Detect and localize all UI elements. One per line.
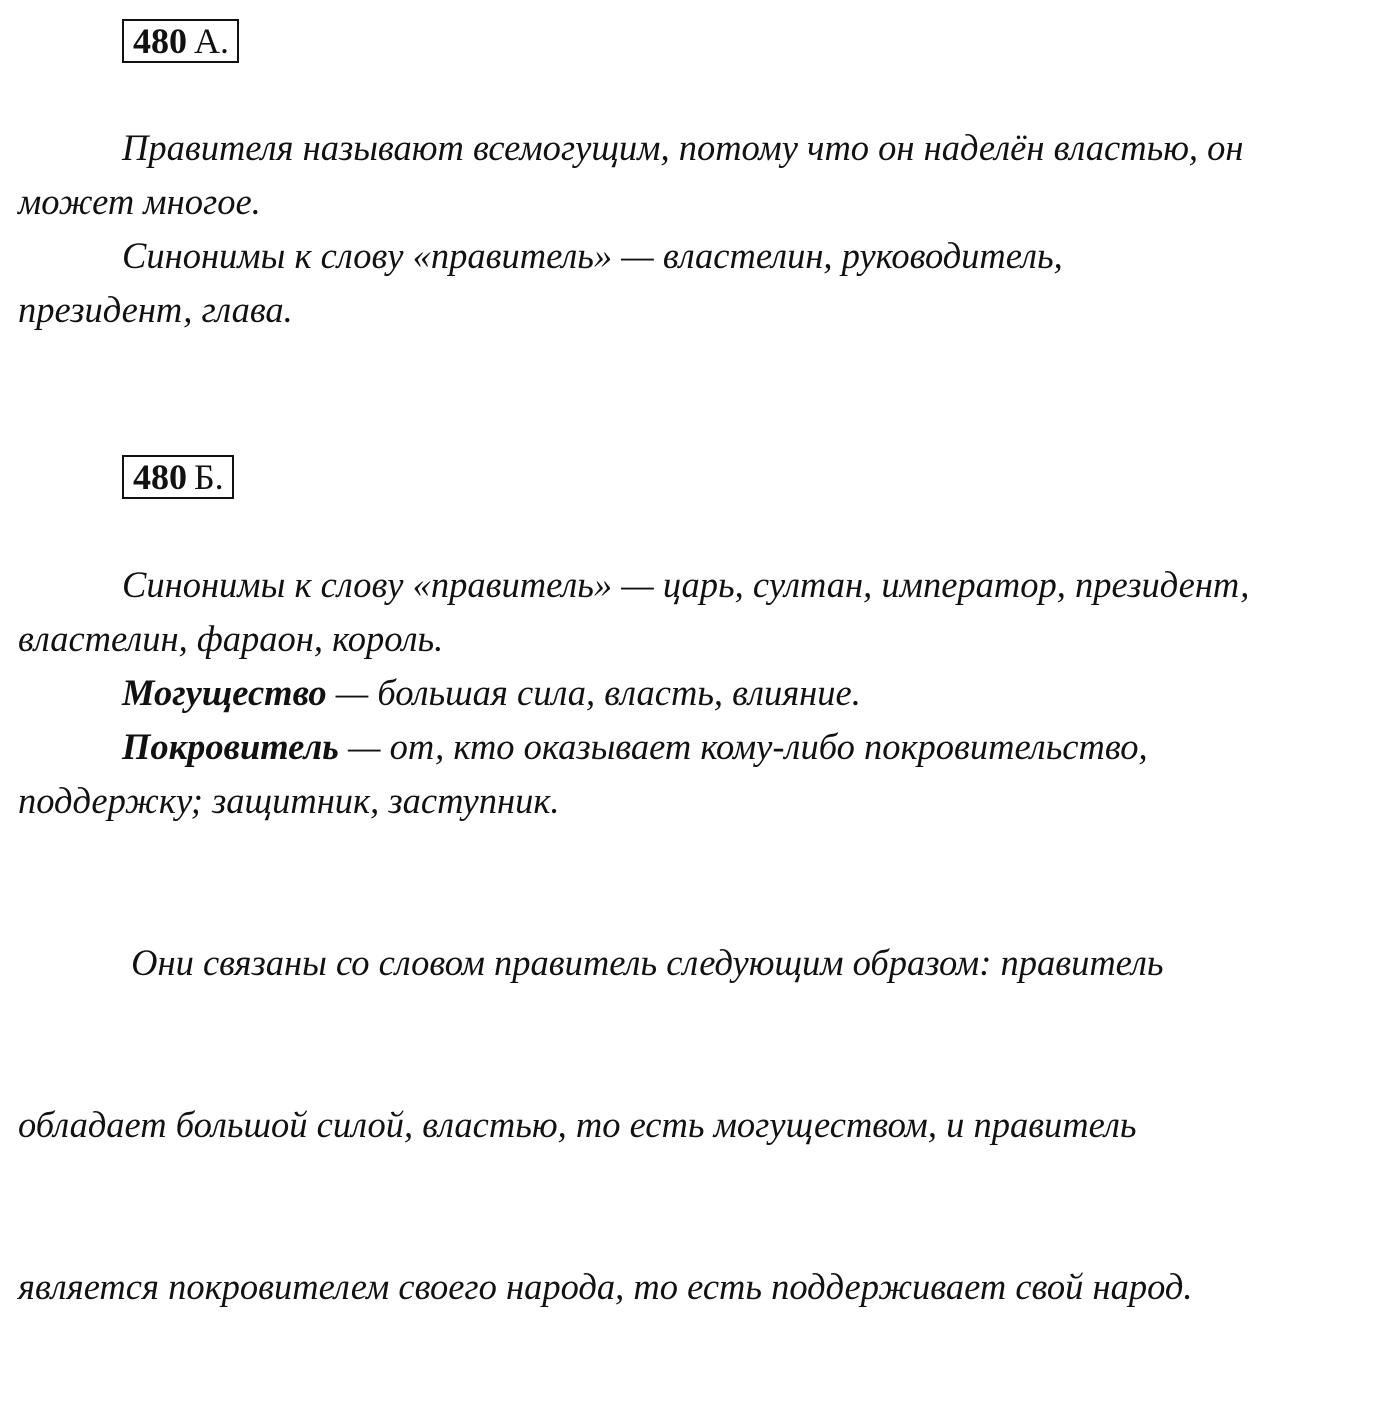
text-line: является покровителем своего народа, то есть поддерживает свой народ.	[18, 1266, 1193, 1307]
task-number: 480	[133, 21, 187, 61]
task-number-box	[122, 455, 234, 499]
text-line: Синонимы к слову «правитель» — властелин, руководитель,	[122, 235, 1063, 276]
text-line	[18, 720, 1380, 774]
paragraph	[18, 121, 1380, 229]
conclusion-paragraph	[18, 828, 1380, 1422]
text-line: может многое.	[18, 181, 261, 222]
defined-term: Могущество	[122, 672, 327, 713]
text-line: Правителя называют всемогущим, потому что он наделён властью, он	[122, 127, 1244, 168]
text-line: президент, глава.	[18, 289, 293, 330]
task-letter: А.	[194, 21, 229, 61]
defined-term: Покровитель	[122, 726, 339, 767]
paragraph	[18, 229, 1380, 337]
definition-paragraph	[18, 666, 1380, 720]
definition-text: — от, кто оказывает кому-либо покровительство,	[338, 726, 1148, 767]
text-line: Они связаны со словом правитель следующим образом: правитель	[122, 942, 1164, 983]
text-line	[18, 666, 1380, 720]
answer-text	[18, 558, 1380, 1422]
text-line: поддержку; защитник, заступник.	[18, 780, 560, 821]
text-line: Синонимы к слову «правитель» — царь, султан, император, президент,	[122, 564, 1250, 605]
answer-text	[18, 121, 1380, 337]
text-line: обладает большой силой, властью, то есть могуществом, и правитель	[18, 1104, 1137, 1145]
definition-text: — большая сила, власть, влияние.	[326, 672, 861, 713]
definition-paragraph	[18, 720, 1380, 828]
synonyms-paragraph	[18, 558, 1380, 666]
task-number: 480	[133, 457, 187, 497]
task-number-box	[122, 19, 239, 63]
text-line: властелин, фараон, король.	[18, 618, 444, 659]
task-letter: Б.	[194, 457, 224, 497]
